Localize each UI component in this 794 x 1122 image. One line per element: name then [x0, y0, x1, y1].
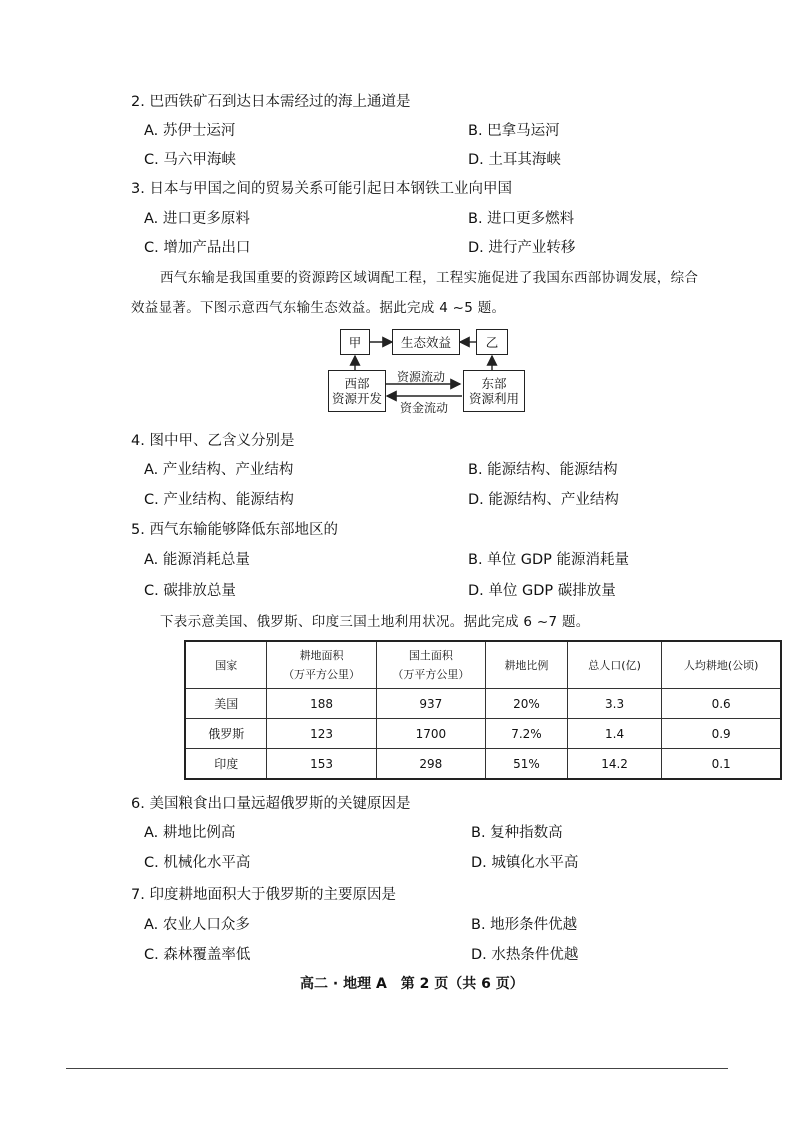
cell-per-capita: 0.6	[662, 689, 781, 719]
cell-arable: 153	[267, 749, 376, 780]
box-jia: 甲	[340, 329, 370, 355]
header-arable-line-2: （万平方公里）	[283, 668, 361, 681]
box-west-line-2: 资源开发	[331, 391, 382, 406]
question-6-option-c[interactable]: C. 机械化水平高	[144, 855, 251, 871]
cell-ratio: 51%	[485, 749, 567, 780]
cell-country: 印度	[185, 749, 267, 780]
header-territory-area	[376, 641, 485, 689]
box-yi: 乙	[476, 329, 508, 355]
question-6-option-d[interactable]: D. 城镇化水平高	[471, 855, 579, 871]
header-country: 国家	[185, 641, 267, 689]
question-6-option-a[interactable]: A. 耕地比例高	[144, 825, 236, 841]
question-6-stem: 6. 美国粮食出口量远超俄罗斯的关键原因是	[131, 796, 411, 812]
question-2-option-c[interactable]: C. 马六甲海峡	[144, 152, 236, 168]
question-4-option-b[interactable]: B. 能源结构、能源结构	[468, 462, 618, 478]
question-3-option-c[interactable]: C. 增加产品出口	[144, 240, 251, 256]
cell-per-capita: 0.1	[662, 749, 781, 780]
cell-territory: 937	[376, 689, 485, 719]
header-arable-line-1: 耕地面积	[299, 649, 344, 662]
header-territory-line-1: 国土面积	[408, 649, 453, 662]
header-territory-line-2: （万平方公里）	[392, 668, 470, 681]
cell-population: 14.2	[567, 749, 661, 780]
box-west-line-1: 西部	[344, 376, 370, 391]
cell-population: 1.4	[567, 719, 661, 749]
question-7-option-a[interactable]: A. 农业人口众多	[144, 917, 250, 933]
question-4-option-c[interactable]: C. 产业结构、能源结构	[144, 492, 294, 508]
passage-gas-line-1: 西气东输是我国重要的资源跨区域调配工程，工程实施促进了我国东西部协调发展，综合	[160, 270, 699, 286]
cell-ratio: 7.2%	[485, 719, 567, 749]
table-row	[185, 749, 781, 780]
box-west-resource-development	[328, 370, 386, 412]
cell-ratio: 20%	[485, 689, 567, 719]
cell-per-capita: 0.9	[662, 719, 781, 749]
question-5-option-a[interactable]: A. 能源消耗总量	[144, 552, 250, 568]
question-5-option-b[interactable]: B. 单位 GDP 能源消耗量	[468, 552, 630, 568]
question-7-option-b[interactable]: B. 地形条件优越	[471, 917, 578, 933]
cell-country: 俄罗斯	[185, 719, 267, 749]
table-row	[185, 689, 781, 719]
label-resource-flow: 资源流动	[397, 370, 446, 384]
question-3-option-d[interactable]: D. 进行产业转移	[468, 240, 576, 256]
table-header-row	[185, 641, 781, 689]
question-6-option-b[interactable]: B. 复种指数高	[471, 825, 563, 841]
box-east-resource-utilization	[463, 370, 525, 412]
question-4-option-a[interactable]: A. 产业结构、产业结构	[144, 462, 294, 478]
question-2-option-a[interactable]: A. 苏伊士运河	[144, 123, 236, 139]
question-4-option-d[interactable]: D. 能源结构、产业结构	[468, 492, 619, 508]
box-eco-benefit: 生态效益	[392, 329, 460, 355]
question-5-option-c[interactable]: C. 碳排放总量	[144, 583, 236, 599]
question-7-option-c[interactable]: C. 森林覆盖率低	[144, 947, 251, 963]
question-5-option-d[interactable]: D. 单位 GDP 碳排放量	[468, 583, 616, 599]
cell-territory: 298	[376, 749, 485, 780]
table-row	[185, 719, 781, 749]
box-east-line-2: 资源利用	[468, 391, 519, 406]
question-3-stem: 3. 日本与甲国之间的贸易关系可能引起日本钢铁工业向甲国	[131, 181, 512, 197]
label-capital-flow: 资金流动	[400, 401, 449, 415]
header-per-capita-arable: 人均耕地(公顷)	[662, 641, 781, 689]
question-7-stem: 7. 印度耕地面积大于俄罗斯的主要原因是	[131, 887, 396, 903]
question-7-option-d[interactable]: D. 水热条件优越	[471, 947, 579, 963]
question-4-stem: 4. 图中甲、乙含义分别是	[131, 433, 295, 449]
header-arable-area	[267, 641, 376, 689]
cell-country: 美国	[185, 689, 267, 719]
cell-population: 3.3	[567, 689, 661, 719]
question-2-option-d[interactable]: D. 土耳其海峡	[468, 152, 561, 168]
cell-arable: 123	[267, 719, 376, 749]
cell-territory: 1700	[376, 719, 485, 749]
question-2-option-b[interactable]: B. 巴拿马运河	[468, 123, 560, 139]
header-arable-ratio: 耕地比例	[485, 641, 567, 689]
page-footer: 高二 · 地理 A 第 2 页（共 6 页）	[300, 976, 524, 992]
passage-land: 下表示意美国、俄罗斯、印度三国土地利用状况。据此完成 6 ~7 题。	[160, 614, 590, 630]
header-population: 总人口(亿)	[567, 641, 661, 689]
bottom-divider	[66, 1068, 728, 1069]
land-use-table	[184, 640, 782, 780]
question-3-option-b[interactable]: B. 进口更多燃料	[468, 211, 575, 227]
box-east-line-1: 东部	[481, 376, 507, 391]
question-5-stem: 5. 西气东输能够降低东部地区的	[131, 522, 338, 538]
passage-gas-line-2: 效益显著。下图示意西气东输生态效益。据此完成 4 ~5 题。	[131, 300, 506, 316]
question-2-stem: 2. 巴西铁矿石到达日本需经过的海上通道是	[131, 94, 411, 110]
cell-arable: 188	[267, 689, 376, 719]
question-3-option-a[interactable]: A. 进口更多原料	[144, 211, 250, 227]
